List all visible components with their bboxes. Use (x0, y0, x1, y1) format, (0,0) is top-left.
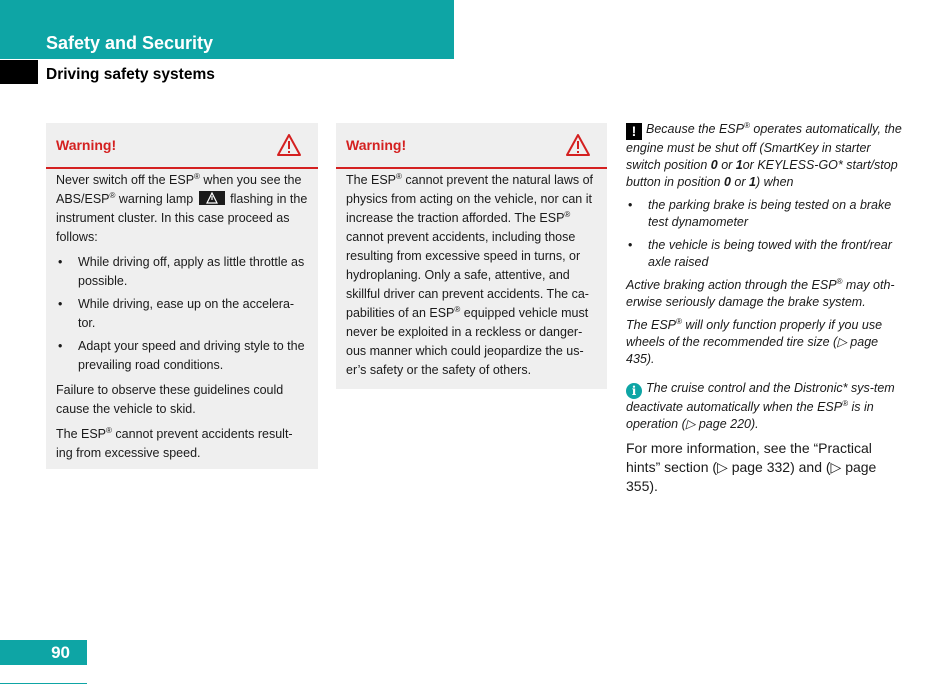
warning-label: Warning! (56, 137, 117, 153)
warning-label: Warning! (346, 137, 407, 153)
warning-steps-list (56, 253, 308, 375)
list-item: • the parking brake is being tested on a brake test dynamometer (628, 198, 892, 229)
caution-paragraph: The ESP® will only function properly if you use wheels of the recommended tire size (▷ page 435). (626, 316, 883, 366)
warning-box-middle (336, 123, 607, 389)
caution-paragraph: Active braking action through the ESP® may oth-erwise seriously damage the brake system. (626, 276, 895, 309)
warning-triangle-icon (565, 133, 591, 157)
warning-paragraph: Failure to observe these guidelines could cause the vehicle to skid. (56, 383, 284, 416)
subsection-title: Driving safety systems (46, 66, 215, 83)
warning-body (346, 171, 597, 386)
more-info-text: For more information, see the “Practical hints” section (▷ page 332) and (▷ page 355). (626, 440, 877, 494)
list-item: • While driving, ease up on the accelera-tor. (58, 297, 295, 330)
section-title: Safety and Security (46, 33, 214, 53)
caution-note: ! Because the ESP® operates automatically, the engine must be shut off (SmartKey in starter switch position 0 or 1or KEYLESS-GO* start/stop button in position 0 or 1) when (626, 120, 902, 189)
warning-body (56, 171, 308, 469)
warning-box-left (46, 123, 318, 469)
page-number: 90 (51, 643, 70, 662)
caution-conditions-list (626, 197, 904, 271)
warning-paragraph: The ESP® cannot prevent the natural laws of physics from acting on the vehicle, nor can it increase the traction afforded. The ESP® cannot prevent accidents, including those resulting from excessive speed in turns, or hydroplaning. Only a safe, attentive, and skillful driver can prevent accidents. The ca-pabilities of an ESP® equipped vehicle must never be exploited in a reckless or danger-ous manner which could jeopardize the us-er’s safety or the safety of others. (346, 171, 594, 377)
list-item: • the vehicle is being towed with the front/rear axle raised (628, 238, 892, 269)
warning-header (336, 123, 607, 169)
warning-header (46, 123, 318, 169)
info-icon: i (626, 383, 642, 399)
warning-paragraph: The ESP® cannot prevent accidents result-ing from excessive speed. (56, 425, 293, 460)
list-item: • While driving off, apply as little throttle as possible. (58, 255, 305, 288)
section-tab-marker (0, 60, 38, 84)
esp-warning-lamp-icon (199, 191, 225, 205)
footer-divider (0, 683, 87, 684)
exclamation-icon: ! (626, 123, 642, 140)
right-column (626, 121, 904, 502)
list-item: • Adapt your speed and driving style to the prevailing road conditions. (58, 339, 305, 372)
info-note: i The cruise control and the Distronic* sys-tem deactivate automatically when the ESP® is in operation (▷ page 220). (626, 381, 895, 431)
warning-triangle-icon (276, 133, 302, 157)
warning-paragraph: Never switch off the ESP® when you see the ABS/ESP® warning lamp flashing in the instrument cluster. In this case proceed as follows: (56, 171, 308, 244)
